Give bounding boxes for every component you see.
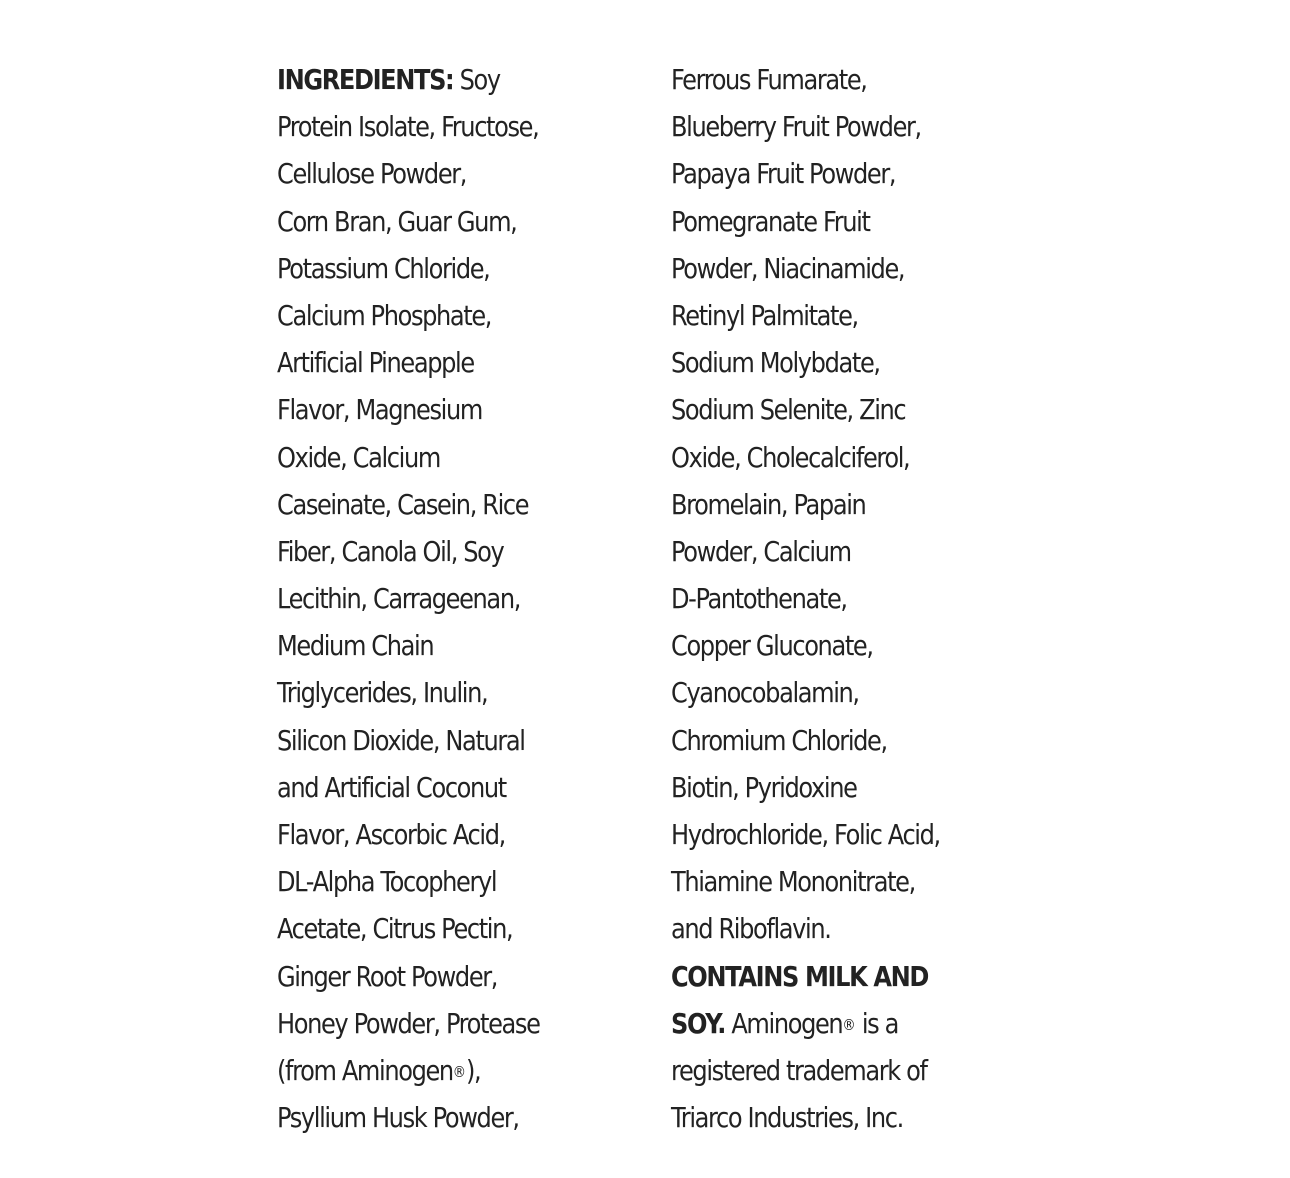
ingredients-line: Silicon Dioxide, Natural — [277, 723, 525, 757]
ingredients-left-column — [277, 56, 657, 1141]
registered-mark: ® — [842, 1015, 856, 1034]
ingredients-line: Protein Isolate, Fructose, — [277, 110, 539, 144]
ingredients-line: Oxide, Calcium — [277, 440, 440, 474]
ingredients-line: and Artificial Coconut — [277, 770, 506, 804]
ingredients-line: Lecithin, Carrageenan, — [277, 582, 520, 616]
trademark-text: Aminogen — [725, 1006, 843, 1040]
allergen-heading: SOY. — [671, 1006, 726, 1040]
ingredients-line: Ferrous Fumarate, — [671, 63, 867, 96]
ingredients-line: Hydrochloride, Folic Acid, — [671, 818, 940, 851]
ingredients-line: D-Pantothenate, — [671, 582, 847, 616]
ingredients-line: Psyllium Husk Powder, — [277, 1101, 519, 1135]
ingredients-line: Acetate, Citrus Pectin, — [277, 912, 513, 946]
ingredients-text: ), — [466, 1053, 481, 1087]
ingredients-text: (from Aminogen — [277, 1053, 453, 1087]
ingredients-line: Papaya Fruit Powder, — [671, 157, 896, 191]
trademark-line: registered trademark of — [671, 1053, 927, 1087]
ingredients-line: Cyanocobalamin, — [671, 676, 859, 710]
ingredients-line: Sodium Molybdate, — [671, 346, 880, 380]
ingredients-heading: INGREDIENTS: — [277, 63, 454, 96]
ingredients-line: Powder, Calcium — [671, 534, 851, 568]
ingredients-line — [277, 1047, 604, 1094]
allergen-line — [671, 1000, 1032, 1047]
ingredients-line: Corn Bran, Guar Gum, — [277, 204, 517, 238]
ingredients-line: Triglycerides, Inulin, — [277, 676, 488, 710]
ingredients-line: Retinyl Palmitate, — [671, 298, 858, 332]
ingredients-line: Thiamine Mononitrate, — [671, 865, 915, 899]
ingredients-line: Cellulose Powder, — [277, 157, 467, 191]
trademark-line: Triarco Industries, Inc. — [671, 1101, 903, 1135]
ingredients-line: DL-Alpha Tocopheryl — [277, 865, 497, 899]
ingredients-line: Flavor, Ascorbic Acid, — [277, 818, 505, 851]
ingredients-text: Soy — [453, 63, 500, 96]
ingredients-line: Biotin, Pyridoxine — [671, 770, 857, 804]
ingredients-line: Pomegranate Fruit — [671, 204, 870, 238]
allergen-heading: CONTAINS MILK AND — [671, 959, 929, 993]
ingredients-line: and Riboflavin. — [671, 912, 831, 946]
ingredients-line: Caseinate, Casein, Rice — [277, 487, 529, 521]
ingredients-line: Chromium Chloride, — [671, 723, 887, 757]
ingredients-right-column — [671, 56, 1091, 1141]
ingredients-line: Sodium Selenite, Zinc — [671, 393, 906, 427]
trademark-text: is a — [855, 1006, 898, 1040]
ingredients-line: Blueberry Fruit Powder, — [671, 110, 921, 144]
ingredients-line — [277, 56, 604, 103]
ingredients-line: Fiber, Canola Oil, Soy — [277, 534, 504, 568]
ingredients-line: Potassium Chloride, — [277, 251, 490, 285]
ingredients-line: Powder, Niacinamide, — [671, 251, 905, 285]
registered-mark: ® — [452, 1063, 467, 1082]
ingredients-line: Ginger Root Powder, — [277, 959, 498, 993]
ingredients-line: Oxide, Cholecalciferol, — [671, 440, 910, 474]
ingredients-line: Copper Gluconate, — [671, 629, 873, 663]
ingredients-line: Bromelain, Papain — [671, 487, 866, 521]
ingredients-line: Artificial Pineapple — [277, 346, 474, 380]
ingredients-line: Calcium Phosphate, — [277, 298, 492, 332]
ingredients-line: Flavor, Magnesium — [277, 393, 482, 427]
ingredients-line: Honey Powder, Protease — [277, 1006, 540, 1040]
ingredients-line: Medium Chain — [277, 629, 434, 663]
